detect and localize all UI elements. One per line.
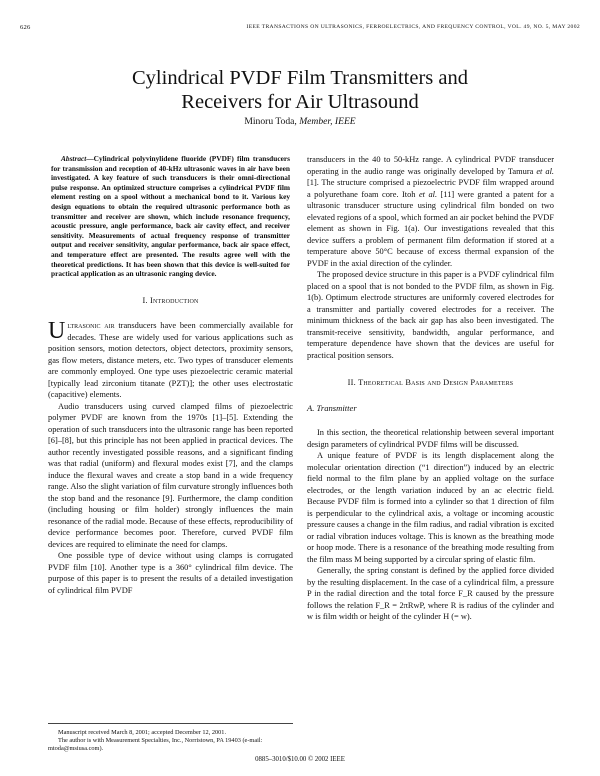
footnote-received: Manuscript received March 8, 2001; accepted December 12, 2001. bbox=[58, 729, 227, 736]
et-al-1: et al. bbox=[536, 166, 555, 176]
abstract-label: Abstract bbox=[61, 154, 87, 163]
right-p1-part-1: transducers in the 40 to 50-kHz range. A cylindrical PVDF transducer operating in the audio range was originally developed by Tamura bbox=[307, 155, 554, 176]
section-2-heading: II. Theoretical Basis and Design Parameters bbox=[347, 378, 514, 387]
section-2-paragraph-1: In this section, the theoretical relationship between several important design parameters of cylindrical PVDF films will be discussed. bbox=[307, 428, 554, 449]
footnote bbox=[48, 729, 293, 754]
author-grade: Member, IEEE bbox=[299, 116, 356, 127]
intro-lead-in: ltrasonic air bbox=[67, 321, 115, 331]
left-column bbox=[48, 154, 293, 596]
abstract bbox=[51, 154, 290, 279]
footnote-rule bbox=[48, 723, 293, 724]
right-paragraph-2: The proposed device structure in this paper is a PVDF cylindrical film placed on a spool that is not bonded to the PVDF film, as shown in Fig. 1(b). Optimum electrode structures are uniformly covered electrodes for a transmitter and partially covered electrodes for a receiver. The minimum thickness of the back air gap has also been investigated. The transmit-receive sensitivity, bandwidth, angular performance, and temperature dependence have shown that the devices are useful for practical position sensors. bbox=[307, 270, 554, 360]
right-p1-part-2: [1]. The structure comprised a piezoelectric PVDF film wrapped around a polyurethane foam core. Itoh bbox=[307, 178, 554, 199]
section-2-paragraph-2: A unique feature of PVDF is its length displacement along the molecular orientation direction (“1 direction”) induced by an electric field normal to the film plane by an applied voltage on the surface electrodes, or the length variation induced by an ac electric field. Because PVDF film is formed into a cylinder so that 1 direction of film is perpendicular to the cylindrical axis, a voltage or incoming acoustic pressure causes a change in the film radius, and radial vibration is excited or radial vibration induces voltage. This is known as the breathing mode or hoop mode. There is a resonance of the breathing mode resulting from the film mass M being supported by a circular spring of elastic film. bbox=[307, 451, 554, 564]
copyright-line: 0885–3010/$10.00 © 2002 IEEE bbox=[255, 756, 345, 763]
title-line-2: Receivers for Air Ultrasound bbox=[181, 91, 419, 113]
subsection-a-heading: A. Transmitter bbox=[307, 402, 357, 413]
title-line-1: Cylindrical PVDF Film Transmitters and bbox=[132, 67, 468, 89]
et-al-2: et al. bbox=[418, 189, 438, 199]
page-number: 626 bbox=[20, 24, 31, 31]
running-header bbox=[20, 24, 580, 36]
right-p1-part-3: [11] were granted a patent for a ultrasonic transducer structure using cylindrical film bonded on two elevated regions of a spool, which formed an air pocket behind the PVDF element as shown in Fig. 1(a). Our investigations revealed that this device suffers a problem of permanent film deformation if stored at a temperature above 50°C because of excess thermal expansion of the PVDF in the axial direction of the cylinder. bbox=[307, 189, 554, 268]
journal-running-title: IEEE TRANSACTIONS ON ULTRASONICS, FERROELECTRICS, AND FREQUENCY CONTROL, VOL. 49, NO. 5, MAY 2002 bbox=[246, 24, 580, 30]
paper-title bbox=[0, 66, 600, 114]
intro-paragraph-2: Audio transducers using curved clamped films of piezoelectric polymer PVDF are known from the 1970s [1]–[5]. Extending the operation of such transducers into the ultrasonic range has been reported [6]–[8], but this principle has not been applied in practical devices. The author recently investigated possible reasons, and a significant finding was that radial (uniform) and flexural modes exist [7], and the clamps induce the flexural waves and create a stop band in a wide frequency range. Also the slight variation of film curvature strongly influences both the stop band and the resonance [9]. Furthermore, the clamp condition (including housing or film holder) strongly influences the main resonance of the radial mode. Because of these effects, reproducibility of device performance becomes poor. Therefore, curved PVDF film devices are required to eliminate the need for clamps. bbox=[48, 401, 293, 549]
author-name: Minoru Toda, bbox=[244, 116, 297, 127]
author-line bbox=[0, 116, 600, 127]
abstract-text: —Cylindrical polyvinylidene fluoride (PVDF) film transducers for transmission and reception of 40-kHz ultrasonic waves in air have been investigated. A key feature of such transducers is their omni-directional pulse response. An optimized structure comprises a cylindrical PVDF film element resting on a spool without a mechanical bond to it. Various key design equations to obtain the required ultrasonic performance both as transmitter and receiver are shown, which include resonance frequency, acoustic pressure, angle performance, back air cavity effect, and receiver sensitivity. Measurements of actual frequency response of transmitter output and receiver sensitivity, angular performance, back air space effect, and temperature effect are presented. The results agree well with the theoretical predictions. It has been shown that this device is well-suited for practical application as an ultrasonic ranging device. bbox=[51, 154, 290, 279]
intro-p1-text: transducers have been commercially available for decades. These are widely used for various applications such as position sensors, motion detectors, object detectors, proximity sensors, gas flow meters, distance meters, etc. Two types of transducer elements are commonly employed. One type uses piezoelectric ceramic material [typically lead zirconium titanate (PZT)]; the other uses electrostatic (capacitive) elements. bbox=[48, 321, 294, 400]
intro-paragraph-3: One possible type of device without using clamps is corrugated PVDF film [10]. Another type is a 360° cylindrical film device. The purpose of this paper is to present the results of a detailed investigation of cylindrical film PVDF bbox=[48, 551, 293, 595]
drop-cap: U bbox=[48, 318, 66, 345]
footnote-affiliation: The author is with Measurement Specialties, Inc., Norristown, PA 19403 (e-mail: mtoda@msiusa.com). bbox=[48, 737, 263, 753]
right-paragraph-1 bbox=[307, 154, 554, 269]
intro-paragraph-1 bbox=[48, 320, 293, 401]
section-1-heading: I. Introduction bbox=[142, 295, 199, 305]
section-2-paragraph-3: Generally, the spring constant is defined by the applied force divided by the resulting displacement. In the case of a cylindrical film, a pressure P in the radial direction and the total force F_R caused by the pressure follows the relation F_R = 2πRwP, where R is radius of the cylinder and w is film width or height of the cylinder H (= w). bbox=[307, 566, 554, 621]
right-column bbox=[307, 154, 554, 623]
